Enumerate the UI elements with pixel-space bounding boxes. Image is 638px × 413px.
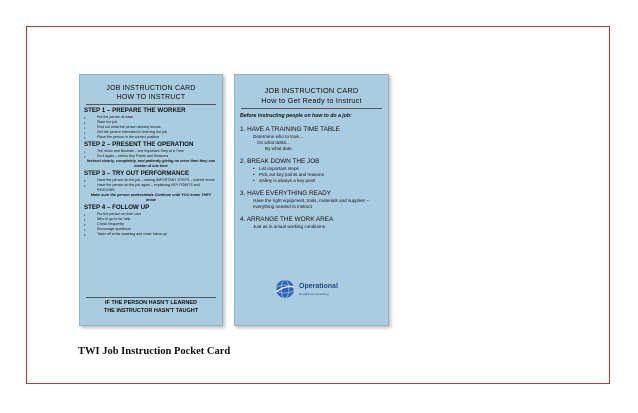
step-1 bbox=[80, 107, 222, 140]
step-2 bbox=[80, 141, 222, 169]
section-heading: 1. HAVE A TRAINING TIME TABLE bbox=[240, 126, 340, 133]
step-bullets bbox=[80, 212, 222, 237]
title-divider bbox=[86, 104, 216, 105]
bottom-message bbox=[86, 299, 216, 315]
bullet-item: • Put the person at ease bbox=[84, 115, 222, 120]
section-3 bbox=[235, 189, 388, 210]
section-4 bbox=[235, 215, 388, 230]
bullet-item: • Safety is always a key point bbox=[253, 178, 388, 184]
step-bullets bbox=[80, 115, 222, 140]
card-title-line2: How to Get Ready to Instruct bbox=[261, 96, 362, 105]
section-1 bbox=[235, 125, 388, 152]
section-heading: 2. BREAK DOWN THE JOB bbox=[240, 158, 320, 165]
bullet-item: • Put the person on their own bbox=[84, 212, 222, 217]
title-divider bbox=[241, 108, 382, 109]
bottom-line2: THE INSTRUCTOR HASN'T TAUGHT bbox=[103, 308, 199, 314]
intro-text: Before instructing people on how to do a job: bbox=[240, 113, 352, 119]
step-heading: STEP 3 – TRY OUT PERFORMANCE bbox=[84, 170, 190, 177]
step-heading: STEP 1 – PREPARE THE WORKER bbox=[84, 107, 186, 114]
section-line: By what date. bbox=[265, 146, 293, 151]
section-heading: 3. HAVE EVERYTHING READY bbox=[240, 190, 332, 197]
section-line: Determine who to train... bbox=[253, 134, 304, 139]
bullet-item: • Find out what the person already knows bbox=[84, 125, 222, 130]
step-4 bbox=[80, 204, 222, 237]
globe-icon bbox=[275, 279, 295, 299]
step-note: Instruct clearly, completely, and patiently giving no more than they can master at one time bbox=[87, 159, 215, 168]
step-heading: STEP 4 – FOLLOW UP bbox=[84, 204, 150, 211]
step-heading: STEP 2 – PRESENT THE OPERATION bbox=[84, 141, 194, 148]
job-instruction-card-how-to-instruct bbox=[79, 74, 223, 326]
operational-excellence-logo bbox=[275, 277, 375, 303]
bullet-item: • Check frequently bbox=[84, 222, 222, 227]
section-text: Have the right equipment, tools, materials and supplies – everything needed to instruct bbox=[253, 198, 369, 209]
step-3 bbox=[80, 170, 222, 203]
logo-tagline: Excellence Consulting bbox=[299, 292, 329, 296]
bullet-item: • Place the person in the correct position bbox=[84, 135, 222, 140]
bottom-line1: IF THE PERSON HASN'T LEARNED bbox=[104, 300, 198, 306]
bullet-item: • Have the person do the job again – explaining KEY POINTS and REASONS bbox=[84, 183, 222, 193]
image-caption: TWI Job Instruction Pocket Card bbox=[78, 346, 231, 357]
section-heading: 4. ARRANGE THE WORK AREA bbox=[240, 216, 334, 223]
bullet-item: • Get the person interested in learning the job bbox=[84, 130, 222, 135]
bullet-item: • State the job bbox=[84, 120, 222, 125]
bullet-item: • Encourage questions bbox=[84, 227, 222, 232]
logo-name: Operational bbox=[299, 283, 338, 290]
bullet-item: • List important steps bbox=[253, 166, 388, 172]
bullet-item: • Taper off extra coaching and close follow-up bbox=[84, 232, 222, 237]
section-line: On what tasks... bbox=[257, 140, 290, 145]
card-title-line2: HOW TO INSTRUCT bbox=[116, 94, 186, 101]
bullet-item: • Have the person do the job – stating IMPORTANT STEPS – correct errors bbox=[84, 178, 222, 183]
step-note: Make sure the person understands Continue until YOU know THEY know bbox=[90, 193, 212, 202]
card-title-line1: JOB INSTRUCTION CARD bbox=[106, 85, 196, 92]
section-2 bbox=[235, 157, 388, 184]
bullet-item: • Do it again – stress Key Points and Reasons bbox=[84, 154, 222, 159]
section-bullets bbox=[235, 166, 388, 184]
card-title-line1: JOB INSTRUCTION CARD bbox=[264, 86, 359, 95]
step-bullets bbox=[80, 149, 222, 159]
step-bullets bbox=[80, 178, 222, 193]
bullet-item: • Who to go to for help bbox=[84, 217, 222, 222]
bullet-item: • Tell, show and illustrate - one Important Step at a Time bbox=[84, 149, 222, 154]
bottom-divider bbox=[86, 297, 216, 298]
job-instruction-card-get-ready bbox=[234, 74, 389, 326]
section-text: Just as in actual working conditions bbox=[253, 224, 326, 229]
bullet-item: • Pick out key points and reasons bbox=[253, 172, 388, 178]
